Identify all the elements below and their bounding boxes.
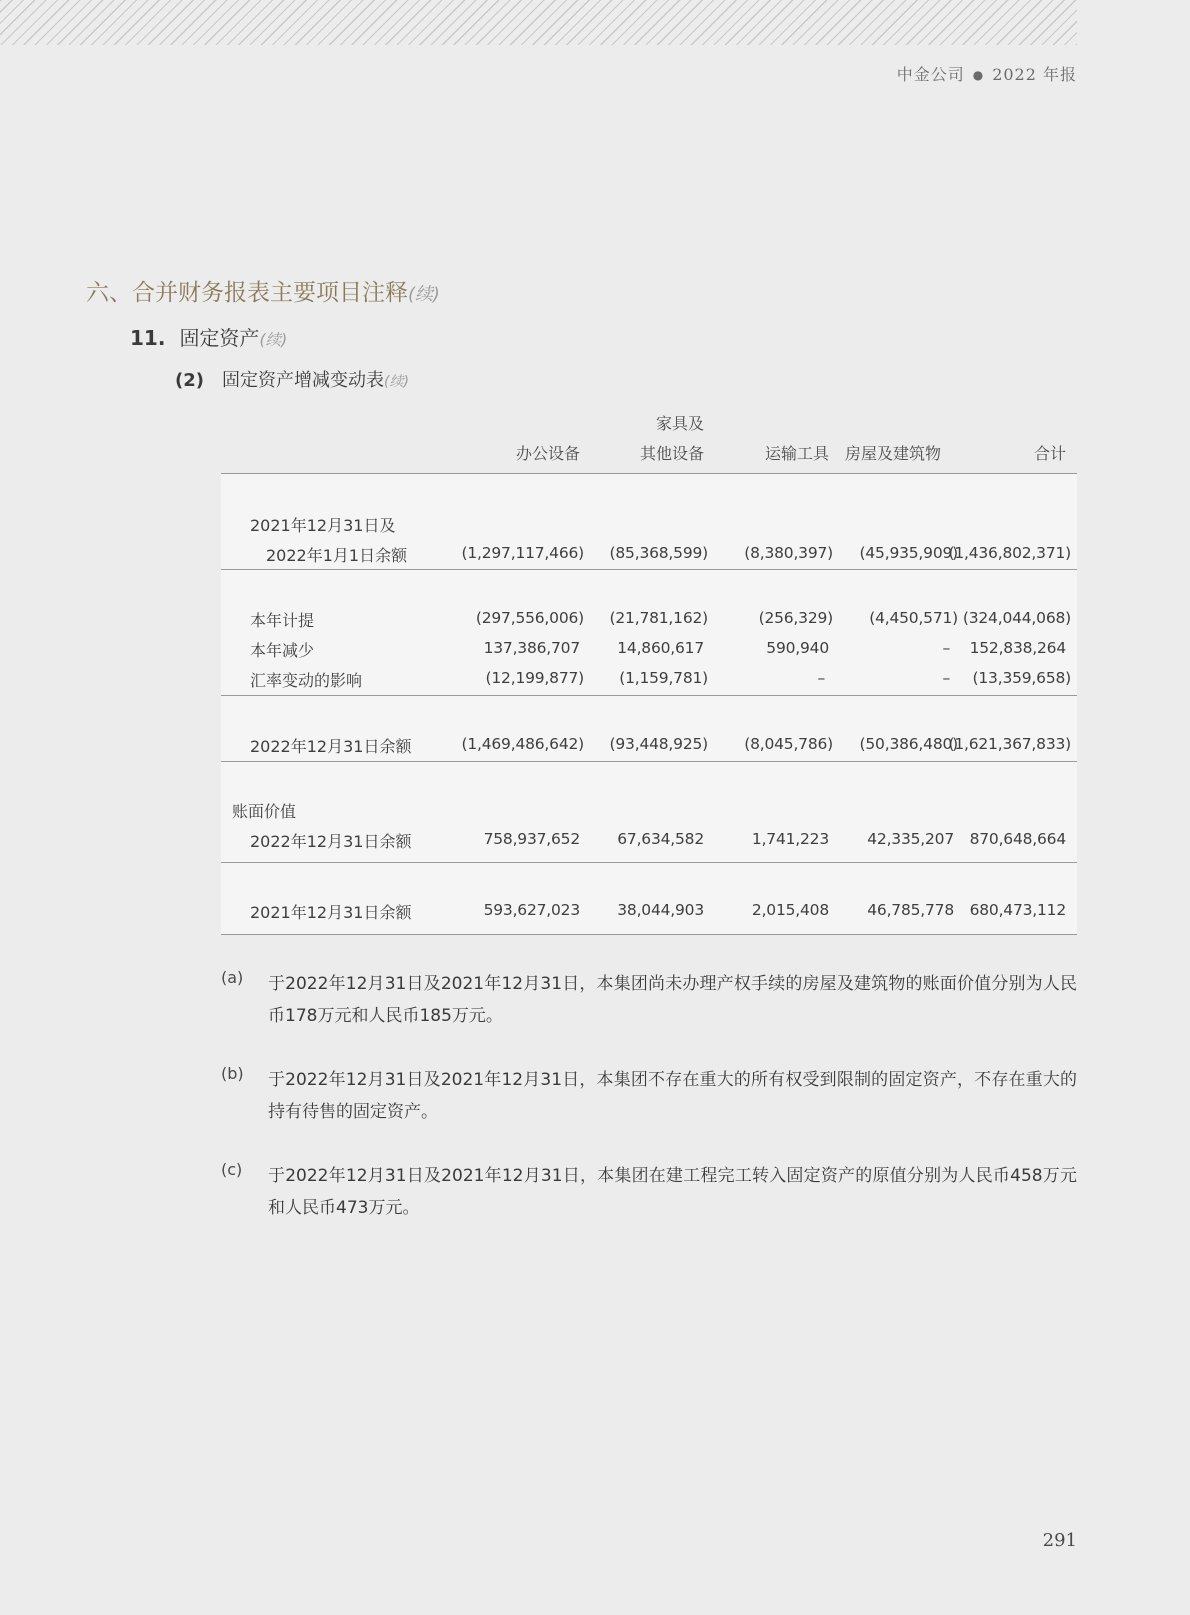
footnote-text: 于2022年12月31日及2021年12月31日，本集团不存在重大的所有权受到限制的固定资产，不存在重大的持有待售的固定资产。 bbox=[268, 1070, 1077, 1122]
running-header bbox=[897, 62, 1077, 85]
table-body bbox=[221, 474, 1077, 935]
table-cell: 758,937,652 bbox=[483, 830, 580, 848]
table-cell: (256,329) bbox=[758, 609, 833, 627]
subsection-heading bbox=[130, 322, 287, 351]
table-cell: (21,781,162) bbox=[609, 609, 708, 627]
table-cell: 2,015,408 bbox=[751, 901, 829, 919]
footnote-text: 于2022年12月31日及2021年12月31日，本集团在建工程完工转入固定资产的原值分别为人民币458万元和人民币473万元。 bbox=[268, 1166, 1077, 1218]
row-label: 2022年12月31日余额 bbox=[250, 737, 412, 756]
company-name: 中金公司 bbox=[896, 65, 965, 84]
subsection-number: 11. bbox=[130, 326, 166, 350]
section-heading bbox=[86, 274, 440, 307]
separator-dot: ● bbox=[972, 68, 985, 82]
section-label-book-value: 账面价值 bbox=[232, 802, 297, 821]
table-cell: (13,359,658) bbox=[972, 669, 1071, 687]
hatched-header-band bbox=[0, 0, 1077, 45]
table-cell: (8,380,397) bbox=[744, 544, 833, 562]
row-divider bbox=[221, 862, 1077, 863]
row-divider bbox=[221, 761, 1077, 762]
table-number: (2) bbox=[175, 370, 204, 391]
table-cell: – bbox=[942, 639, 950, 657]
table-cell: (12,199,877) bbox=[485, 669, 584, 687]
table-cell: 137,386,707 bbox=[483, 639, 580, 657]
row-label: 本年计提 bbox=[250, 611, 315, 630]
table-header bbox=[221, 404, 1077, 474]
footnote-tag: (b) bbox=[221, 1064, 244, 1083]
table-cell: 593,627,023 bbox=[483, 901, 580, 919]
table-cell: (1,297,117,466) bbox=[461, 544, 584, 562]
footnote-tag: (c) bbox=[221, 1160, 243, 1179]
section-heading-text: 六、合并财务报表主要项目注释 bbox=[86, 280, 408, 306]
report-title: 2022 年报 bbox=[992, 65, 1077, 84]
table-cell: (4,450,571) bbox=[869, 609, 958, 627]
table-cell: (1,469,486,642) bbox=[461, 735, 584, 753]
page-number: 291 bbox=[1042, 1530, 1077, 1551]
continued-mark: (续) bbox=[383, 374, 409, 390]
table-cell: (324,044,068) bbox=[962, 609, 1071, 627]
row-label: 本年减少 bbox=[250, 641, 315, 660]
row-label: 2022年12月31日余额 bbox=[250, 832, 412, 851]
table-cell: – bbox=[817, 669, 825, 687]
table-cell: (50,386,480) bbox=[859, 735, 958, 753]
table-cell: (8,045,786) bbox=[744, 735, 833, 753]
row-label: 2021年12月31日余额 bbox=[250, 903, 412, 922]
table-cell: (1,159,781) bbox=[619, 669, 708, 687]
footnote-text: 于2022年12月31日及2021年12月31日，本集团尚未办理产权手续的房屋及建筑物的账面价值分别为人民币178万元和人民币185万元。 bbox=[268, 974, 1077, 1026]
row-label: 2021年12月31日及 bbox=[250, 516, 396, 535]
table-cell: (297,556,006) bbox=[475, 609, 584, 627]
row-divider bbox=[221, 695, 1077, 696]
table-cell: 1,741,223 bbox=[751, 830, 829, 848]
column-header-office-equipment: 办公设备 bbox=[515, 444, 580, 463]
table-cell: 38,044,903 bbox=[617, 901, 704, 919]
column-header-furniture-line1: 家具及 bbox=[655, 414, 704, 433]
table-heading-text: 固定资产增减变动表 bbox=[221, 370, 384, 391]
table-cell: 870,648,664 bbox=[969, 830, 1066, 848]
table-cell: 42,335,207 bbox=[867, 830, 954, 848]
table-cell: 14,860,617 bbox=[617, 639, 704, 657]
continued-mark: (续) bbox=[408, 284, 440, 305]
footnote-tag: (a) bbox=[221, 968, 244, 987]
table-cell: 590,940 bbox=[766, 639, 829, 657]
table-cell: 67,634,582 bbox=[617, 830, 704, 848]
row-divider bbox=[221, 569, 1077, 570]
subsection-heading-text: 固定资产 bbox=[179, 326, 260, 350]
table-cell: (93,448,925) bbox=[609, 735, 708, 753]
column-header-furniture-line2: 其他设备 bbox=[639, 444, 704, 463]
table-heading bbox=[175, 366, 409, 392]
table-cell: 680,473,112 bbox=[969, 901, 1066, 919]
column-header-vehicles: 运输工具 bbox=[764, 444, 829, 463]
column-header-buildings: 房屋及建筑物 bbox=[844, 444, 941, 463]
continued-mark: (续) bbox=[259, 331, 288, 349]
table-cell: (85,368,599) bbox=[609, 544, 708, 562]
table-cell: 46,785,778 bbox=[867, 901, 954, 919]
table-cell: (1,621,367,833) bbox=[948, 735, 1071, 753]
table-cell: (1,436,802,371) bbox=[948, 544, 1071, 562]
column-header-total: 合计 bbox=[1033, 444, 1066, 463]
row-label: 2022年1月1日余额 bbox=[266, 546, 408, 565]
table-cell: (45,935,909) bbox=[859, 544, 958, 562]
row-label: 汇率变动的影响 bbox=[250, 671, 363, 690]
table-bottom-rule bbox=[221, 934, 1077, 935]
table-cell: 152,838,264 bbox=[969, 639, 1066, 657]
table-cell: – bbox=[942, 669, 950, 687]
